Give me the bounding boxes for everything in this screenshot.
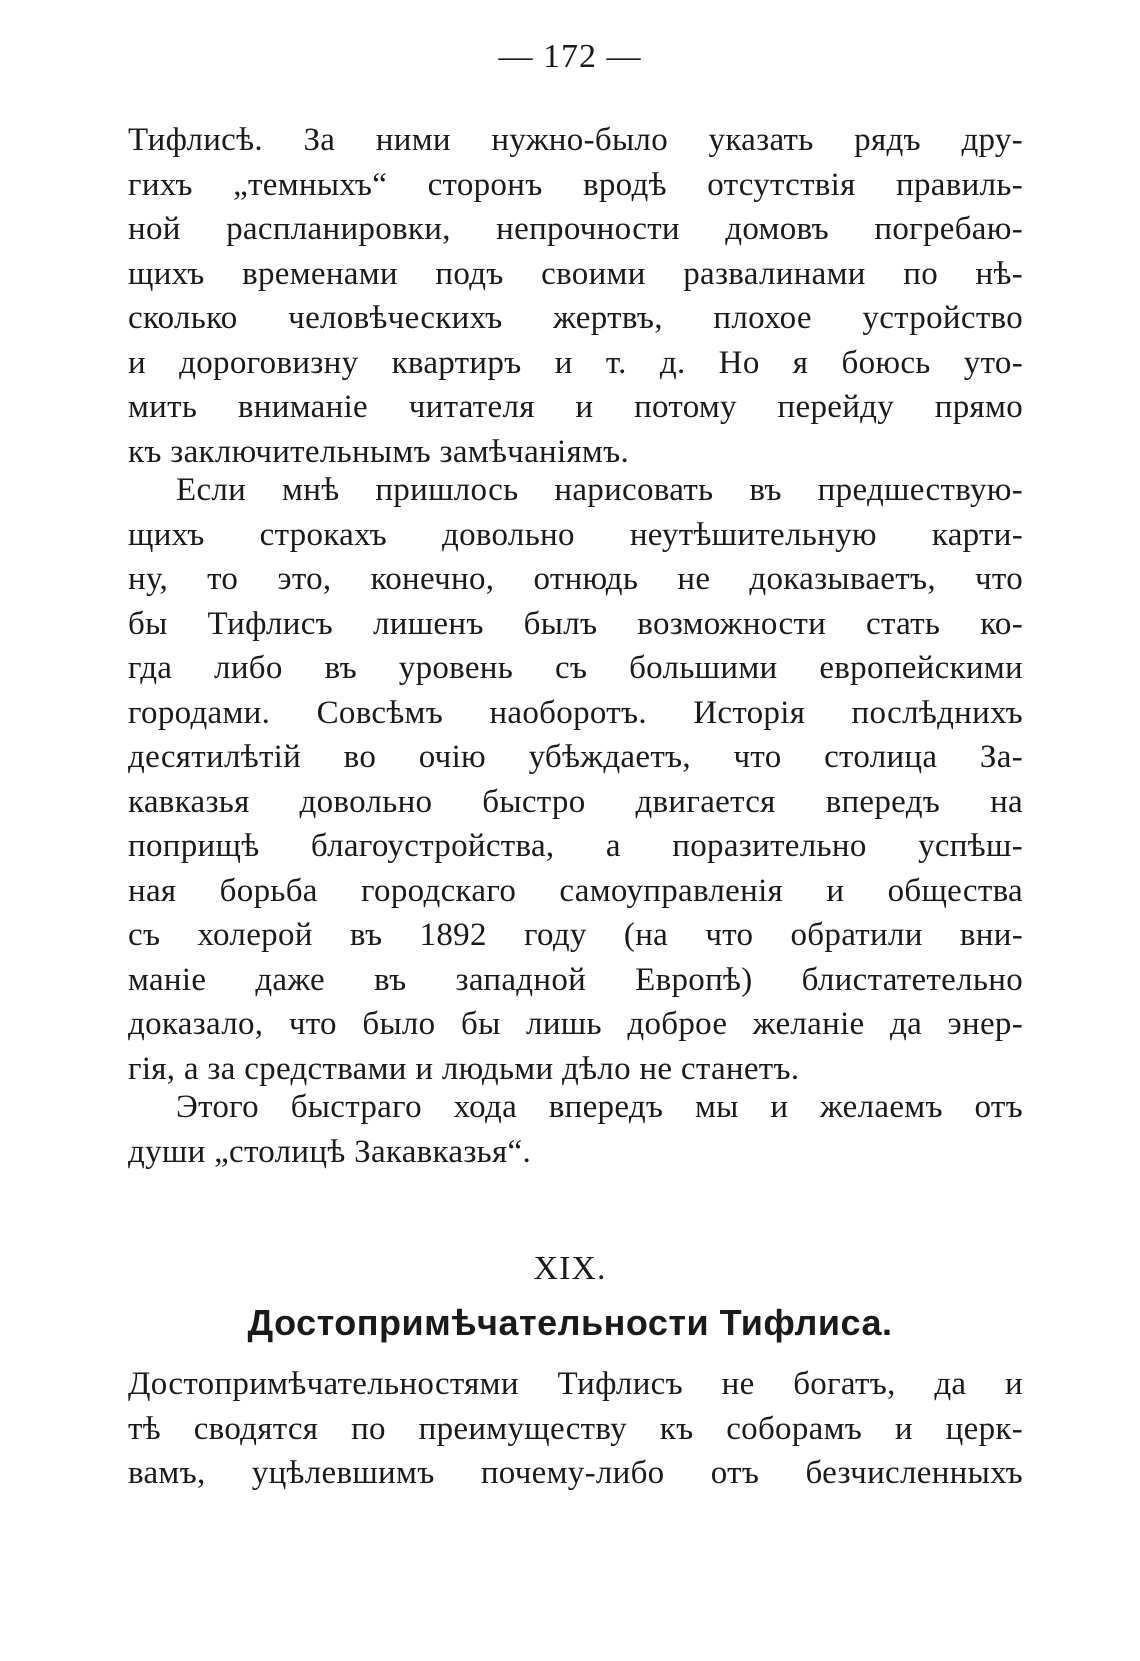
text-line: гія, а за средствами и людьми дѣло не станетъ. [128,1050,800,1087]
text-line: щихъ строкахъ довольно неутѣшительную карти- [128,516,1023,553]
text-line: ная борьба городскаго самоуправленія и общества [128,872,1023,909]
text-line: городами. Совсѣмъ наоборотъ. Исторія послѣднихъ [128,694,1023,731]
text-line: и дороговизну квартиръ и т. д. Но я боюсь уто- [128,344,1023,381]
text-line: къ заключительнымъ замѣчаніямъ. [128,433,630,470]
paragraph-1 [128,118,1023,474]
text-line: кавказья довольно быстро двигается впередъ на [128,783,1023,820]
text-line: гда либо въ уровень съ большими европейскими [128,650,1023,686]
text-line: тѣ сводятся по преимуществу къ соборамъ и церк- [128,1410,1023,1447]
text-line: вамъ, уцѣлевшимъ почему-либо отъ безчисленныхъ [128,1455,1023,1491]
text-line: бы Тифлисъ лишенъ былъ возможности стать ко- [128,605,1023,642]
text-line: поприщѣ благоустройства, а поразительно успѣш- [128,828,1023,864]
text-line: ной распланировки, непрочности домовъ погребаю- [128,211,1023,247]
text-line: сколько человѣческихъ жертвъ, плохое устройство [128,300,1023,336]
text-line: Тифлисѣ. За ними нужно-было указать рядъ дру- [128,122,1023,158]
text-line: гихъ „темныхъ“ сторонъ вродѣ отсутствія правиль- [128,166,1023,203]
text-line: Если мнѣ пришлось нарисовать въ предшествую- [176,472,1023,508]
text-line: доказало, что было бы лишь доброе желаніе да энер- [128,1006,1023,1042]
paragraph-2 [128,468,1023,1091]
text-line: щихъ временами подъ своими развалинами по нѣ- [128,255,1023,292]
paragraph-3 [128,1085,1023,1174]
section-number: XIX. [533,1250,607,1287]
paragraph-4 [128,1362,1023,1496]
text-line: мить вниманіе читателя и потому перейду прямо [128,389,1023,425]
text-line: Достопримѣчательностями Тифлисъ не богатъ, да и [128,1366,1023,1402]
text-line: ну, то это, конечно, отнюдь не доказываетъ, что [128,561,1023,597]
text-line: маніе даже въ западной Европѣ) блистатетельно [128,961,1023,998]
page-number: — 172 — [498,38,642,75]
text-line: Этого быстраго хода впередъ мы и желаемъ отъ [176,1089,1023,1125]
section-title: Достопримѣчательности Тифлиса. [247,1302,893,1343]
text-line: десятилѣтій во очію убѣждаетъ, что столица За- [128,739,1023,775]
text-line: души „столицѣ Закавказья“. [128,1133,531,1170]
text-line: съ холерой въ 1892 году (на что обратили вни- [128,917,1023,953]
